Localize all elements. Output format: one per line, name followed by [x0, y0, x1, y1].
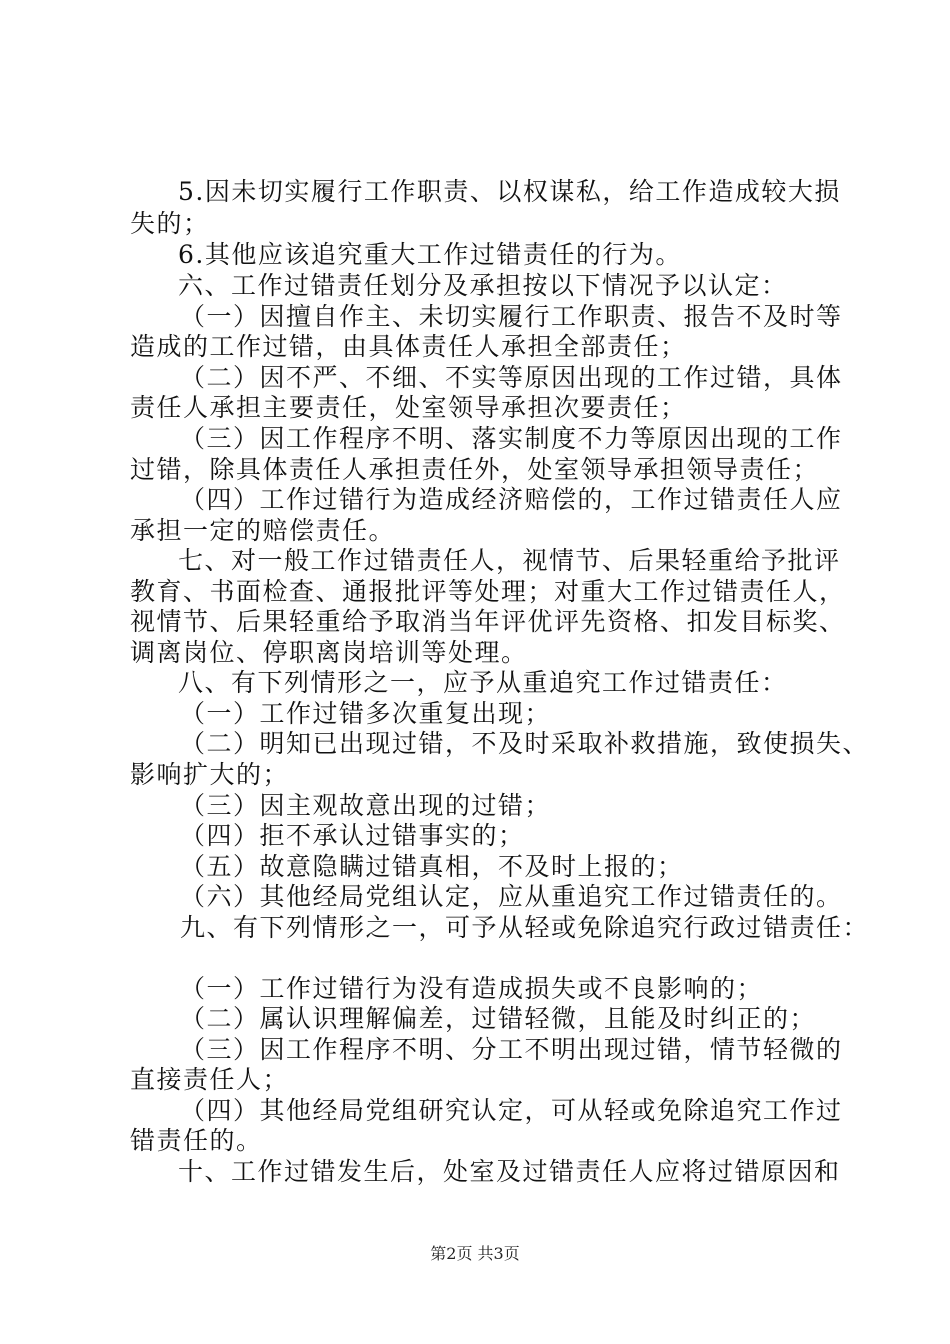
text-line: 直接责任人；: [130, 1065, 290, 1094]
text-line: 6.其他应该追究重大工作过错责任的行为。: [178, 240, 682, 269]
text-line: 调离岗位、停职离岗培训等处理。: [130, 638, 528, 667]
text-line: 过错，除具体责任人承担责任外，处室领导承担领导责任；: [130, 455, 820, 484]
text-line: 失的；: [130, 209, 210, 238]
text-line: 视情节、后果轻重给予取消当年评优评先资格、扣发目标奖、: [130, 607, 846, 636]
text-line: （四）工作过错行为造成经济赔偿的，工作过错责任人应: [180, 485, 843, 514]
text-line: 造成的工作过错，由具体责任人承担全部责任；: [130, 332, 687, 361]
page-number-footer: 第2页 共3页: [430, 1244, 520, 1263]
text-line: （一）工作过错多次重复出现；: [180, 699, 552, 728]
text-line: （三）因工作程序不明、落实制度不力等原因出现的工作: [180, 424, 843, 453]
text-line: （二）因不严、不细、不实等原因出现的工作过错，具体: [180, 363, 843, 392]
text-line: （二）属认识理解偏差，过错轻微，且能及时纠正的；: [180, 1004, 817, 1033]
text-line: （六）其他经局党组认定，应从重追究工作过错责任的。: [180, 882, 843, 911]
text-line: 承担一定的赔偿责任。: [130, 516, 396, 545]
text-line: （一）工作过错行为没有造成损失或不良影响的；: [180, 974, 764, 1003]
text-line: （二）明知已出现过错，不及时采取补救措施，致使损失、: [180, 729, 870, 758]
text-line: （五）故意隐瞒过错真相，不及时上报的；: [180, 852, 684, 881]
text-line: （一）因擅自作主、未切实履行工作职责、报告不及时等: [180, 302, 843, 331]
text-line: （三）因工作程序不明、分工不明出现过错，情节轻微的: [180, 1035, 843, 1064]
text-line: 教育、书面检查、通报批评等处理；对重大工作过错责任人，: [130, 577, 846, 606]
text-line: （四）拒不承认过错事实的；: [180, 821, 525, 850]
text-line: 十、工作过错发生后，处室及过错责任人应将过错原因和: [178, 1157, 841, 1186]
text-line: 责任人承担主要责任，处室领导承担次要责任；: [130, 393, 687, 422]
text-line: （三）因主观故意出现的过错；: [180, 791, 552, 820]
text-line: 八、有下列情形之一，应予从重追究工作过错责任：: [178, 668, 788, 697]
text-line: 错责任的。: [130, 1126, 263, 1155]
text-line: 六、工作过错责任划分及承担按以下情况予以认定：: [178, 271, 788, 300]
text-line: 影响扩大的；: [130, 760, 290, 789]
text-line: 5.因未切实履行工作职责、以权谋私，给工作造成较大损: [178, 177, 841, 206]
text-line: 九、有下列情形之一，可予从轻或免除追究行政过错责任：: [180, 913, 870, 942]
text-line: （四）其他经局党组研究认定，可从轻或免除追究工作过: [180, 1096, 843, 1125]
text-line: 七、对一般工作过错责任人，视情节、后果轻重给予批评: [178, 546, 841, 575]
